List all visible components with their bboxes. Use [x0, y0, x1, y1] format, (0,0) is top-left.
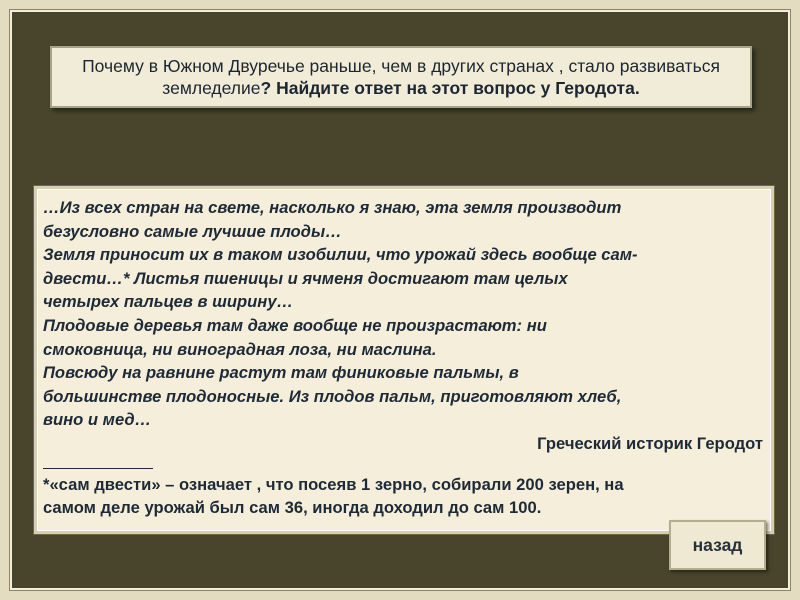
back-button[interactable]: назад [669, 520, 766, 570]
question-text [62, 55, 740, 99]
question-main: Почему в Южном Двуречье раньше, чем в других странах , стало развиваться земледелие [82, 56, 720, 98]
quote-line: …Из всех стран на свете, насколько я знаю, эта земля производит [43, 198, 622, 217]
quote-box [34, 186, 774, 534]
quote-line: вино и мед… [43, 410, 152, 430]
quote-line: четырех пальцев в ширину… [43, 292, 294, 312]
footnote-divider [43, 468, 153, 469]
quote-line: большинстве плодоносные. Из плодов пальм, приготовляют хлеб, [43, 386, 622, 406]
question-task: ? Найдите ответ на этот вопрос у Геродота. [260, 78, 640, 98]
quote-line: Земля приносит их в таком изобилии, что урожай здесь вообще сам- [43, 245, 638, 265]
quote-author: Греческий историк Геродот [537, 433, 763, 453]
question-box [50, 46, 752, 108]
quote-line: смоковница, ни виноградная лоза, ни маслина. [43, 339, 437, 359]
quote-line: безусловно самые лучшие плоды… [43, 221, 342, 241]
footnote-line: самом деле урожай был сам 36, иногда доходил до сам 100. [43, 498, 542, 518]
footnote-line: *«сам двести» – означает , что посеяв 1 зерно, собирали 200 зерен, на [43, 474, 624, 494]
quote-line: двести…* Листья пшеницы и ячменя достигают там целых [43, 268, 568, 288]
quote-line: Плодовые деревья там даже вообще не произрастают: ни [43, 315, 547, 335]
quote-line: Повсюду на равнине растут там финиковые пальмы, в [43, 363, 519, 383]
